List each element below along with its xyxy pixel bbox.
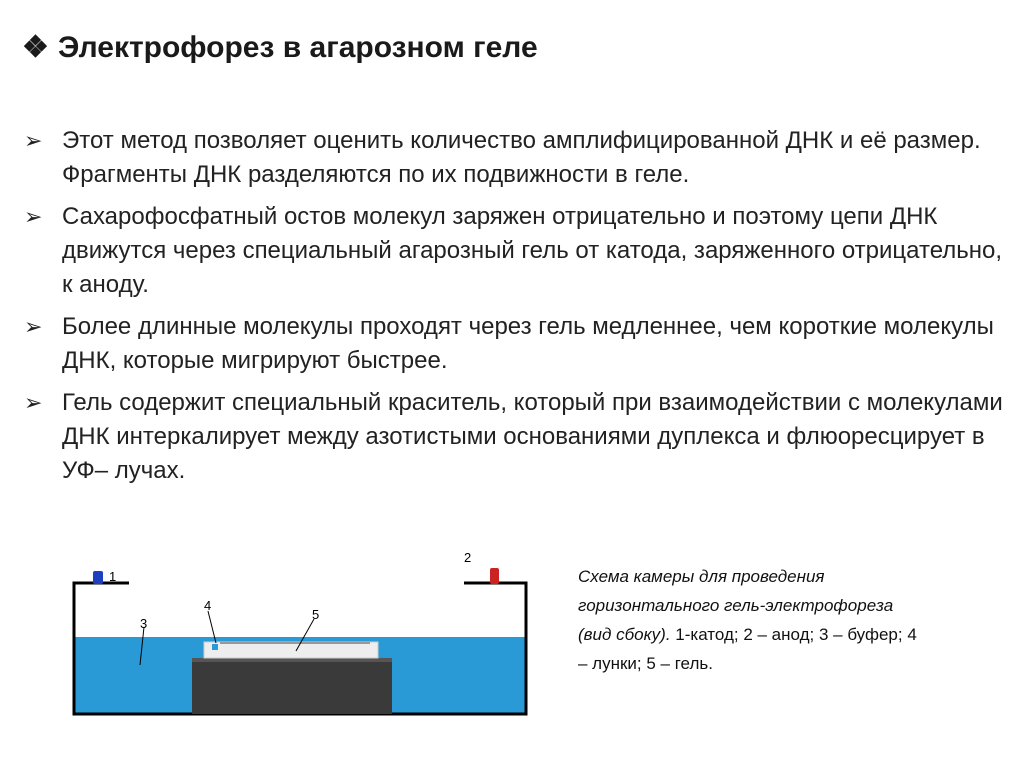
label-wells: 4: [204, 598, 212, 613]
gel-well: [212, 644, 218, 650]
slide-title-block: [22, 28, 538, 68]
arrow-bullet-icon: ➢: [24, 128, 43, 153]
label-gel: 5: [312, 607, 320, 622]
arrow-bullet-icon: ➢: [24, 314, 43, 339]
bullet-item: [22, 310, 1012, 378]
bullet-text: Сахарофосфатный остов молекул заряжен отрицательно и поэтому цепи ДНК движутся через специальный агарозный гель от катода, заряженного отрицательно, к аноду.: [62, 203, 1003, 298]
bullet-item: [22, 200, 1012, 302]
bullet-item: [22, 124, 1012, 192]
gel-slab: [204, 642, 378, 658]
bullet-list: [22, 124, 1012, 496]
slide-title: Электрофорез в агарозном геле: [58, 31, 538, 64]
caption-legend: 1-катод; 2 – анод; 3 – буфер; 4 – лунки; 5 – гель.: [578, 625, 917, 673]
gel-tray-base: [192, 658, 392, 714]
bullet-text: Этот метод позволяет оценить количество амплифицированной ДНК и её размер. Фрагменты ДНК разделяются по их подвижности в геле.: [62, 127, 981, 188]
caption-italic: Схема камеры для проведения горизонтального гель-электрофореза (вид сбоку).: [578, 567, 894, 644]
title-bullet-icon: ❖: [22, 31, 49, 64]
bullet-text: Более длинные молекулы проходят через гель медленнее, чем короткие молекулы ДНК, которые мигрируют быстрее.: [62, 313, 994, 374]
arrow-bullet-icon: ➢: [24, 204, 43, 229]
label-anode: 2: [464, 550, 472, 565]
electrophoresis-chamber-diagram: [60, 545, 540, 725]
anode-electrode: [490, 568, 499, 584]
cathode-electrode: [93, 571, 103, 584]
bullet-text: Гель содержит специальный краситель, который при взаимодействии с молекулами ДНК интеркалирует между азотистыми основаниями дуплекса и флюоресцирует в УФ– лучах.: [62, 389, 1003, 484]
bullet-item: [22, 386, 1012, 488]
label-buffer: 3: [140, 616, 148, 631]
gel-tray-base-highlight: [192, 658, 392, 662]
gel-top-line: [220, 642, 370, 644]
label-cathode: 1: [109, 569, 117, 584]
arrow-bullet-icon: ➢: [24, 390, 43, 415]
diagram-caption: [578, 562, 918, 678]
